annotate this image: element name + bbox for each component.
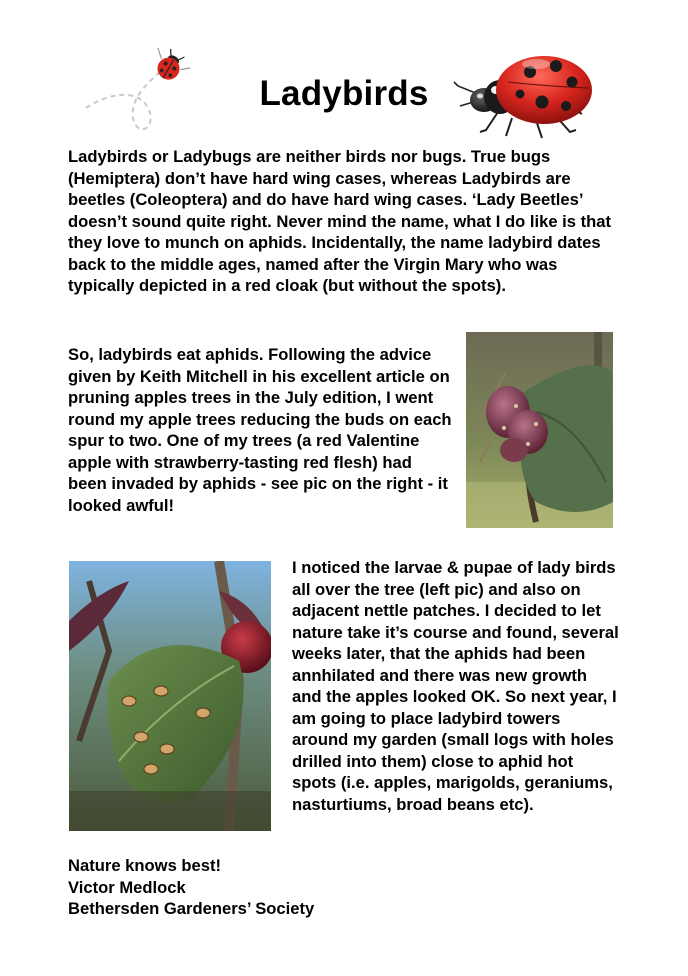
- signature-block: [68, 855, 314, 920]
- page-title: Ladybirds: [259, 74, 429, 113]
- intro-paragraph: Ladybirds or Ladybugs are neither birds nor bugs. True bugs (Hemiptera) don’t have hard wing cases, whereas Ladybirds are beetles (Coleoptera) and do have hard wing cases. ‘Lady Beetles’ doesn’t sound quite right. Never mind the name, what I do like is that they love to munch on aphids. Incidentally, the name ladybird dates back to the middle ages, named after the Virgin Mary who was typically depicted in a red cloak (but without the spots).: [68, 147, 612, 295]
- author-name: Victor Medlock: [68, 877, 186, 897]
- aphid-infested-bud-photo: [466, 332, 613, 528]
- closing-line: Nature knows best!: [68, 856, 222, 875]
- ladybird-larvae-photo: [69, 561, 271, 831]
- society-name: Bethersden Gardeners’ Society: [68, 899, 315, 918]
- larvae-paragraph: I noticed the larvae & pupae of lady birds all over the tree (left pic) and also on adjacent nettle patches. I decided to let nature take it’s course and found, several weeks later, that the aphids had been annhilated and there was new growth and the apples looked OK. So next year, I am going to place ladybird towers around my garden (small logs with holes drilled into them) close to aphid hot spots (i.e. apples, marigolds, geraniums, nasturtiums, broad beans etc).: [292, 558, 619, 814]
- aphids-paragraph: So, ladybirds eat aphids. Following the advice given by Keith Mitchell in his excellent article on pruning apples trees in the July edition, I went round my apple trees reducing the buds on each spur to two. One of my trees (a red Valentine apple with strawberry-tasting red flesh) had been invaded by aphids - see pic on the right - it looked awful!: [68, 345, 452, 515]
- ladybird-illustration: [450, 42, 600, 142]
